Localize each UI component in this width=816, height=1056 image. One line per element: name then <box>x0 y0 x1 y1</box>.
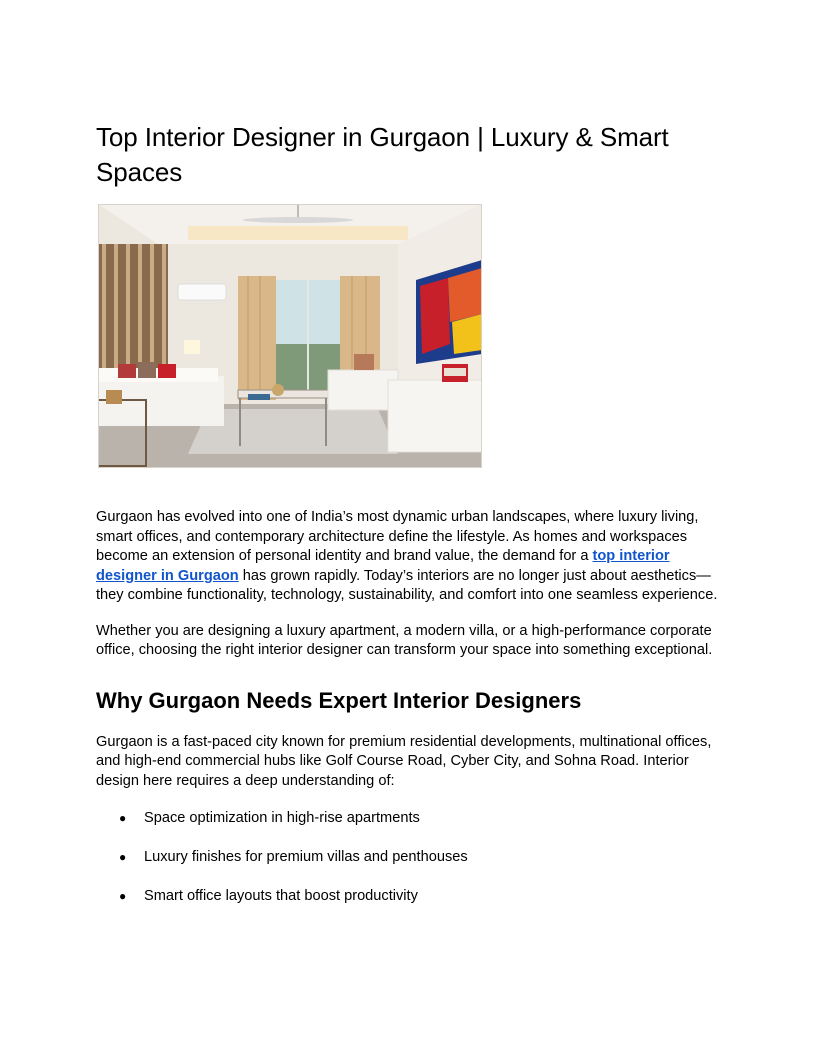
list-item-text: Smart office layouts that boost productivity <box>144 888 418 904</box>
section-heading: Why Gurgaon Needs Expert Interior Designers <box>96 687 582 713</box>
intro-text-before: Gurgaon has evolved into one of India’s most dynamic urban landscapes, where luxury living, smart offices, and contemporary architecture define the lifestyle. As homes and workspaces become an extension of personal identity and brand value, the demand for a <box>96 509 699 564</box>
list-item-text: Luxury finishes for premium villas and penthouses <box>144 849 468 865</box>
section-paragraph: Gurgaon is a fast-paced city known for premium residential developments, multinational offices, and high-end commercial hubs like Golf Course Road, Cyber City, and Sohna Road. Interior design here requires a deep understanding of: <box>96 733 712 789</box>
intro-text-after: has grown rapidly. Today’s interiors are no longer just about aesthetics—they combine functionality, technology, sustainability, and comfort into one seamless experience. <box>96 567 718 603</box>
list-item-text: Space optimization in high-rise apartments <box>144 810 420 826</box>
page-title: Top Interior Designer in Gurgaon | Luxury & Smart Spaces <box>96 122 669 187</box>
requirements-list <box>96 809 720 907</box>
second-paragraph: Whether you are designing a luxury apartment, a modern villa, or a high-performance corporate office, choosing the right interior designer can transform your space into something exceptional. <box>96 622 713 658</box>
intro-paragraph <box>96 508 720 606</box>
top-interior-designer-link[interactable]: top interior designer in Gurgaon <box>96 548 670 584</box>
bullet-icon: ● <box>119 850 127 864</box>
bullet-icon: ● <box>119 811 127 825</box>
list-item <box>96 887 720 907</box>
list-item <box>96 809 720 829</box>
document-page <box>96 120 720 926</box>
living-room-photo <box>98 204 482 468</box>
bullet-icon: ● <box>119 889 127 903</box>
list-item <box>96 848 720 868</box>
